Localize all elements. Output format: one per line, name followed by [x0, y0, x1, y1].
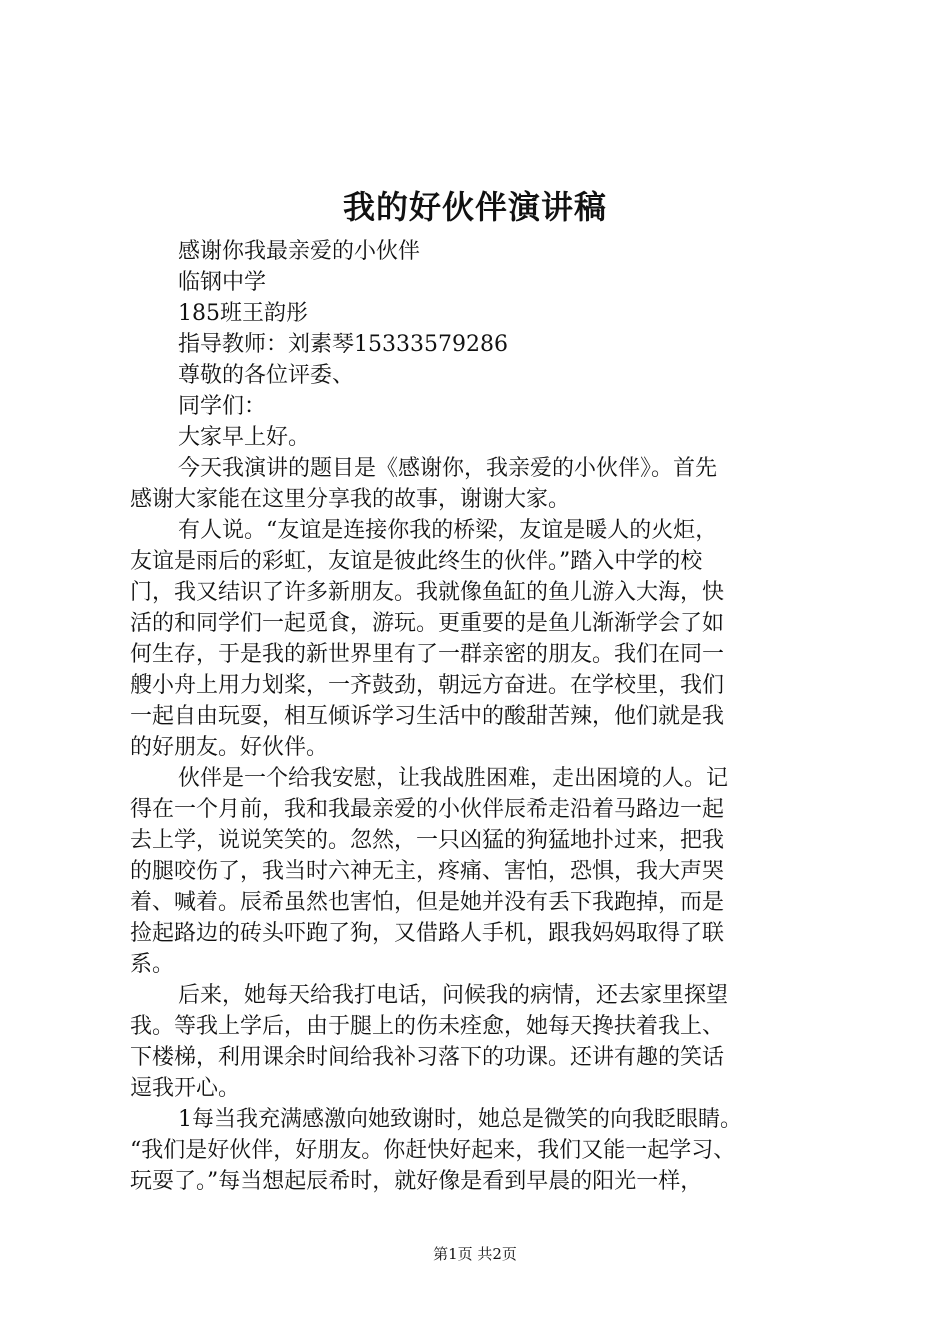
document-title: 我的好伙伴演讲稿	[342, 188, 607, 226]
text-line: 185班王韵彤	[178, 301, 308, 326]
page-footer: 第1页 共2页	[433, 1245, 517, 1263]
text-line: 的好朋友。好伙伴。	[130, 735, 329, 760]
text-line: 临钢中学	[178, 270, 267, 295]
text-line: 伙伴是一个给我安慰，让我战胜困难，走出困境的人。记	[178, 766, 729, 791]
text-line: 我。等我上学后，由于腿上的伤未痊愈，她每天搀扶着我上、	[130, 1014, 725, 1039]
text-line: 逗我开心。	[130, 1076, 241, 1101]
text-line: 有人说。“友谊是连接你我的桥梁，友谊是暖人的火炬，	[178, 518, 718, 543]
text-line: 友谊是雨后的彩虹，友谊是彼此终生的伙伴。”踏入中学的校	[130, 549, 703, 574]
text-line: 何生存，于是我的新世界里有了一群亲密的朋友。我们在同一	[130, 642, 725, 667]
text-line: 感谢大家能在这里分享我的故事，谢谢大家。	[130, 487, 571, 512]
text-line: 得在一个月前，我和我最亲爱的小伙伴辰希走沿着马路边一起	[130, 797, 725, 822]
text-line: 指导教师：刘素琴15333579286	[178, 332, 508, 357]
text-line: 下楼梯，利用课余时间给我补习落下的功课。还讲有趣的笑话	[130, 1045, 725, 1070]
text-line: 同学们：	[178, 394, 267, 419]
text-line: 一起自由玩耍，相互倾诉学习生活中的酸甜苦辣，他们就是我	[130, 704, 725, 729]
text-line: 尊敬的各位评委、	[178, 363, 355, 388]
text-line: 系。	[130, 952, 175, 977]
text-line: 玩耍了。”每当想起辰希时，就好像是看到早晨的阳光一样，	[130, 1169, 703, 1194]
text-line: 今天我演讲的题目是《感谢你，我亲爱的小伙伴》。首先	[178, 456, 718, 481]
text-line: 门，我又结识了许多新朋友。我就像鱼缸的鱼儿游入大海，快	[130, 580, 725, 605]
text-line: 感谢你我最亲爱的小伙伴	[178, 239, 421, 264]
text-line: 的腿咬伤了，我当时六神无主，疼痛、害怕，恐惧，我大声哭	[130, 859, 725, 884]
text-line: 捡起路边的砖头吓跑了狗，又借路人手机，跟我妈妈取得了联	[130, 921, 725, 946]
text-line: 大家早上好。	[178, 425, 311, 450]
text-line: 1每当我充满感激向她致谢时，她总是微笑的向我眨眼睛。	[178, 1107, 742, 1132]
text-line: 艘小舟上用力划桨，一齐鼓劲，朝远方奋进。在学校里，我们	[130, 673, 725, 698]
document-body	[130, 236, 830, 1197]
text-line: 后来，她每天给我打电话，问候我的病情，还去家里探望	[178, 983, 729, 1008]
text-line: 着、喊着。辰希虽然也害怕，但是她并没有丢下我跑掉，而是	[130, 890, 725, 915]
text-line: “我们是好伙伴，好朋友。你赶快好起来，我们又能一起学习、	[130, 1138, 736, 1163]
text-line: 去上学，说说笑笑的。忽然，一只凶猛的狗猛地扑过来，把我	[130, 828, 725, 853]
text-line: 活的和同学们一起觅食，游玩。更重要的是鱼儿渐渐学会了如	[130, 611, 725, 636]
